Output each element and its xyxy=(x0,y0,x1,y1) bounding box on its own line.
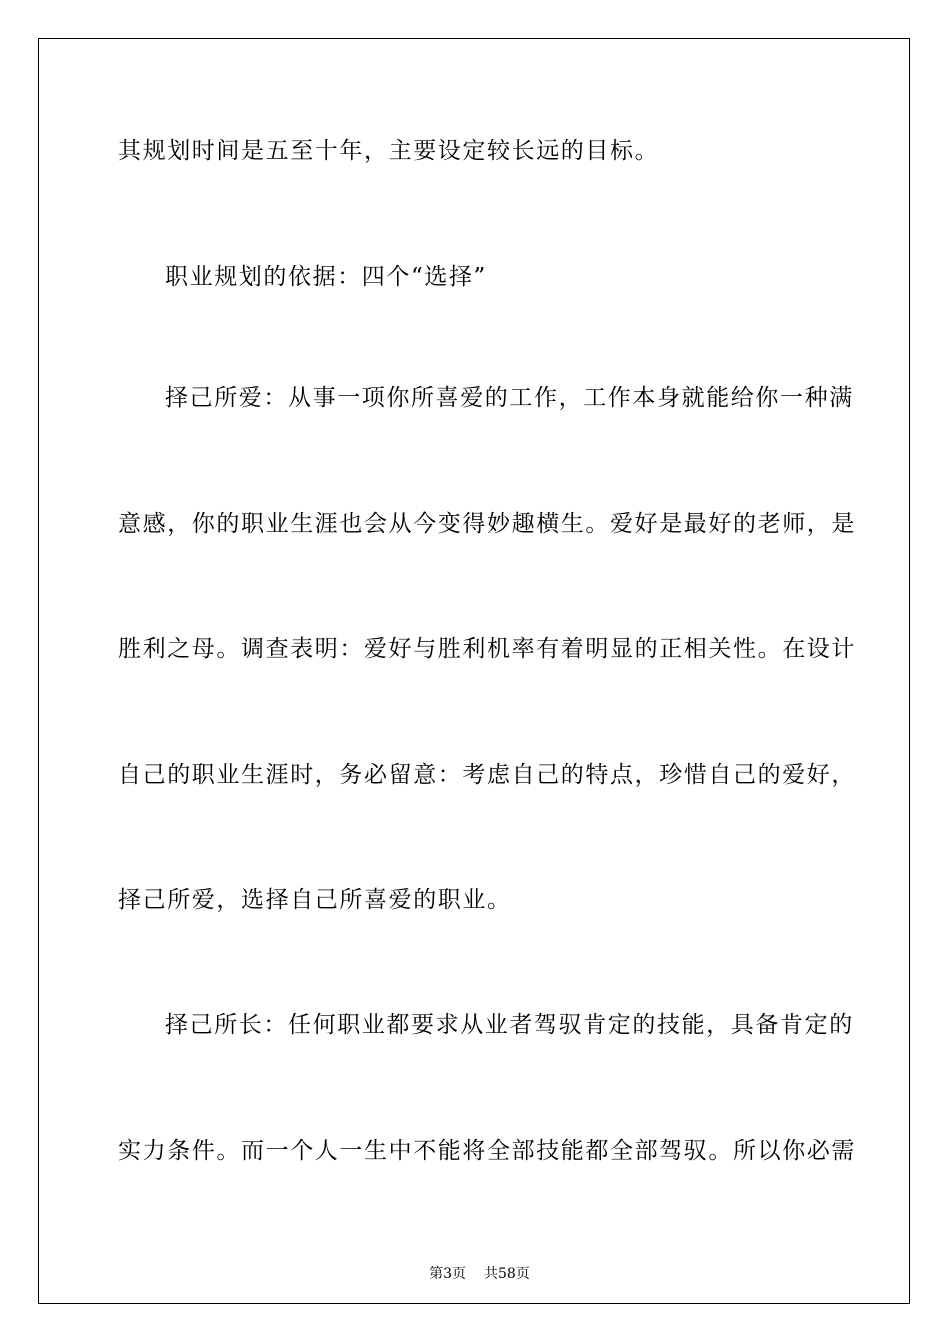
paragraph-1-line-1: 择己所爱：从事一项你所喜爱的工作，工作本身就能给你一种满 xyxy=(165,385,854,411)
body-line-1: 其规划时间是五至十年，主要设定较长远的目标。 xyxy=(118,138,660,164)
paragraph-1-line-3: 胜利之母。调查表明：爱好与胜利机率有着明显的正相关性。在设计 xyxy=(118,636,856,662)
paragraph-1-line-2: 意感，你的职业生涯也会从今变得妙趣横生。爱好是最好的老师，是 xyxy=(118,511,856,537)
paragraph-2-line-1: 择己所长：任何职业都要求从业者驾驭肯定的技能，具备肯定的 xyxy=(165,1012,854,1038)
paragraph-1-line-4: 自己的职业生涯时，务必留意：考虑自己的特点，珍惜自己的爱好， xyxy=(118,762,856,788)
page-footer xyxy=(0,1247,950,1283)
paragraph-2-line-2: 实力条件。而一个人一生中不能将全部技能都全部驾驭。所以你必需 xyxy=(118,1138,856,1164)
page-border xyxy=(38,38,910,1304)
paragraph-1-line-5: 择己所爱，选择自己所喜爱的职业。 xyxy=(118,887,512,913)
page-total: 共58页 xyxy=(484,1266,530,1282)
page-number: 第3页 xyxy=(429,1266,466,1282)
section-heading: 职业规划的依据：四个“选择” xyxy=(165,264,487,290)
